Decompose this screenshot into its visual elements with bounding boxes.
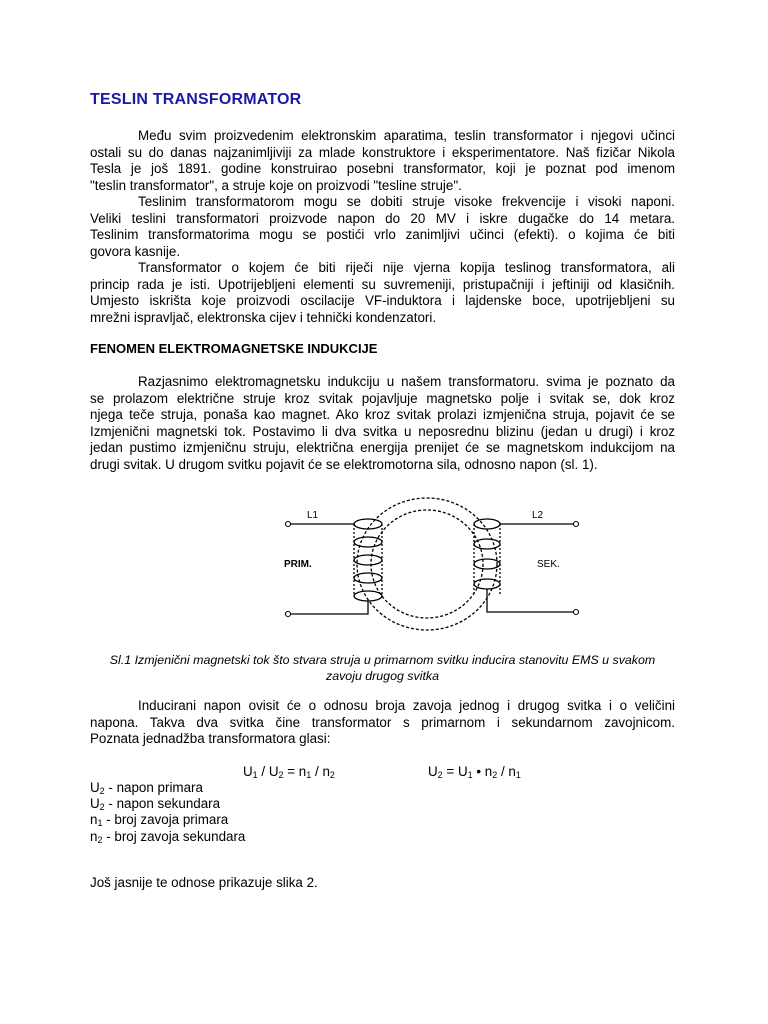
text-line: Teslinim transformatorom mogu se dobiti struje visoke frekvencije i visoki naponi. — [138, 194, 675, 209]
terminal — [574, 522, 579, 527]
text-line: Tesla je još 1891. godine konstruirao posebni transformator, koji je poznat pod imenom — [90, 161, 675, 177]
text-line: jedan pustimo izmjeničnu struju, električna energija prenijet će se magnetskom indukcijom na — [90, 440, 675, 456]
text-line: Poznata jednadžba transformatora glasi: — [90, 731, 331, 747]
caption-line: Sl.1 Izmjenični magnetski tok što stvara struja u primarnom svitku inducira stanovitu EMS u svakom — [109, 653, 656, 667]
label-secondary: SEK. — [537, 559, 560, 570]
text-line: ostali su do danas najzanimljiviji za mlade konstruktore i eksperimentatore. Naš fizičar Nikola — [90, 144, 675, 160]
closing-sentence: Još jasnije te odnose prikazuje slika 2. — [90, 875, 318, 891]
transformer-figure — [282, 494, 582, 634]
definition-item: $U_2$ - napon primara — [90, 780, 203, 796]
text-line: Razjasnimo elektromagnetsku indukciju u našem transformatoru. svima je poznato da — [138, 374, 675, 389]
text-line: mrežni ispravljač, elektronska cijev i tehnički kondenzatori. — [90, 309, 437, 325]
definition-item: $n_1$ - broj zavoja primara — [90, 812, 229, 829]
caption-line: zavoju drugog svitka — [326, 669, 439, 683]
intro-paragraph-3 — [90, 260, 675, 326]
text-line: napona. Takva dva svitka čine transformator s primarnom i sekundarnom zavojnicom. — [90, 714, 675, 730]
terminal — [286, 522, 291, 527]
text-line: drugi svitak. U drugom svitku pojavit će se elektromotorna sila, odnosno napon (sl. 1). — [90, 456, 598, 472]
text-line: se prolazom električne struje kroz svitak pojavljuje magnetsko polje i svitak se, dok kroz — [90, 390, 675, 406]
core-middle-ring — [371, 510, 483, 618]
label-l2: L2 — [532, 510, 544, 521]
text-line: Transformator o kojem će biti riječi nije vjerna kopija teslinog transformatora, ali — [138, 260, 675, 275]
text-line: princip rada je isti. Upotrijebljeni elementi su suvremeniji, pristupačniji i jeftiniji od klasičnih. — [90, 276, 675, 292]
definition-item: $U_2$ - napon sekundara — [90, 796, 221, 813]
formula-ratio: $U_1 / U_2 = n_1 / n_2$ — [243, 764, 335, 780]
text-line: Među svim proizvedenim elektronskim aparatima, teslin transformator i njegovi učinci — [138, 128, 675, 143]
terminal — [286, 612, 291, 617]
text-line: Veliki teslini transformatori proizvode napon do 20 MV i iskre dugačke do 14 metara. — [90, 210, 675, 226]
formula-secondary-voltage: $U_2 = U_1$ • $n_2 / n_1$ — [428, 764, 521, 780]
intro-paragraph-1 — [90, 128, 675, 194]
label-l1: L1 — [307, 510, 319, 521]
text-line: Inducirani napon ovisit će o odnosu broja zavoja jednog i drugog svitka i o veličini — [138, 698, 675, 713]
voltage-paragraph — [90, 698, 675, 748]
primary-lead-bottom — [290, 601, 368, 614]
section-heading: FENOMEN ELEKTROMAGNETSKE INDUKCIJE — [90, 341, 378, 356]
label-primary: PRIM. — [284, 559, 312, 570]
text-line: njega teče struja, ponaša kao magnet. Ako kroz svitak prolazi izmjenična struja, pojavit će se — [90, 407, 675, 423]
definitions-list — [90, 780, 245, 845]
terminal — [574, 610, 579, 615]
definition-item: $n_2$ - broj zavoja sekundara — [90, 828, 246, 845]
text-line: Umjesto iskrišta koje proizvodi oscilacije VF-induktora i lajdenske boce, upotrijebljeni su — [90, 293, 675, 309]
text-line: Teslinim transformatorima mogu se postići vrlo zanimljivi učinci (efekti). o kojima će biti — [90, 227, 675, 243]
page-title: TESLIN TRANSFORMATOR — [90, 91, 302, 108]
text-line: govora kasnije. — [90, 243, 181, 259]
text-line: Izmjenični magnetski tok. Postavimo li dva svitka u neposrednu blizinu (jedan u drugi) i kroz — [90, 423, 675, 439]
figure-caption — [90, 652, 675, 684]
intro-paragraph-2 — [90, 194, 675, 260]
text-line: "teslin transformator", a struje koje on proizvodi "tesline struje". — [90, 177, 462, 193]
induction-paragraph — [90, 374, 675, 474]
